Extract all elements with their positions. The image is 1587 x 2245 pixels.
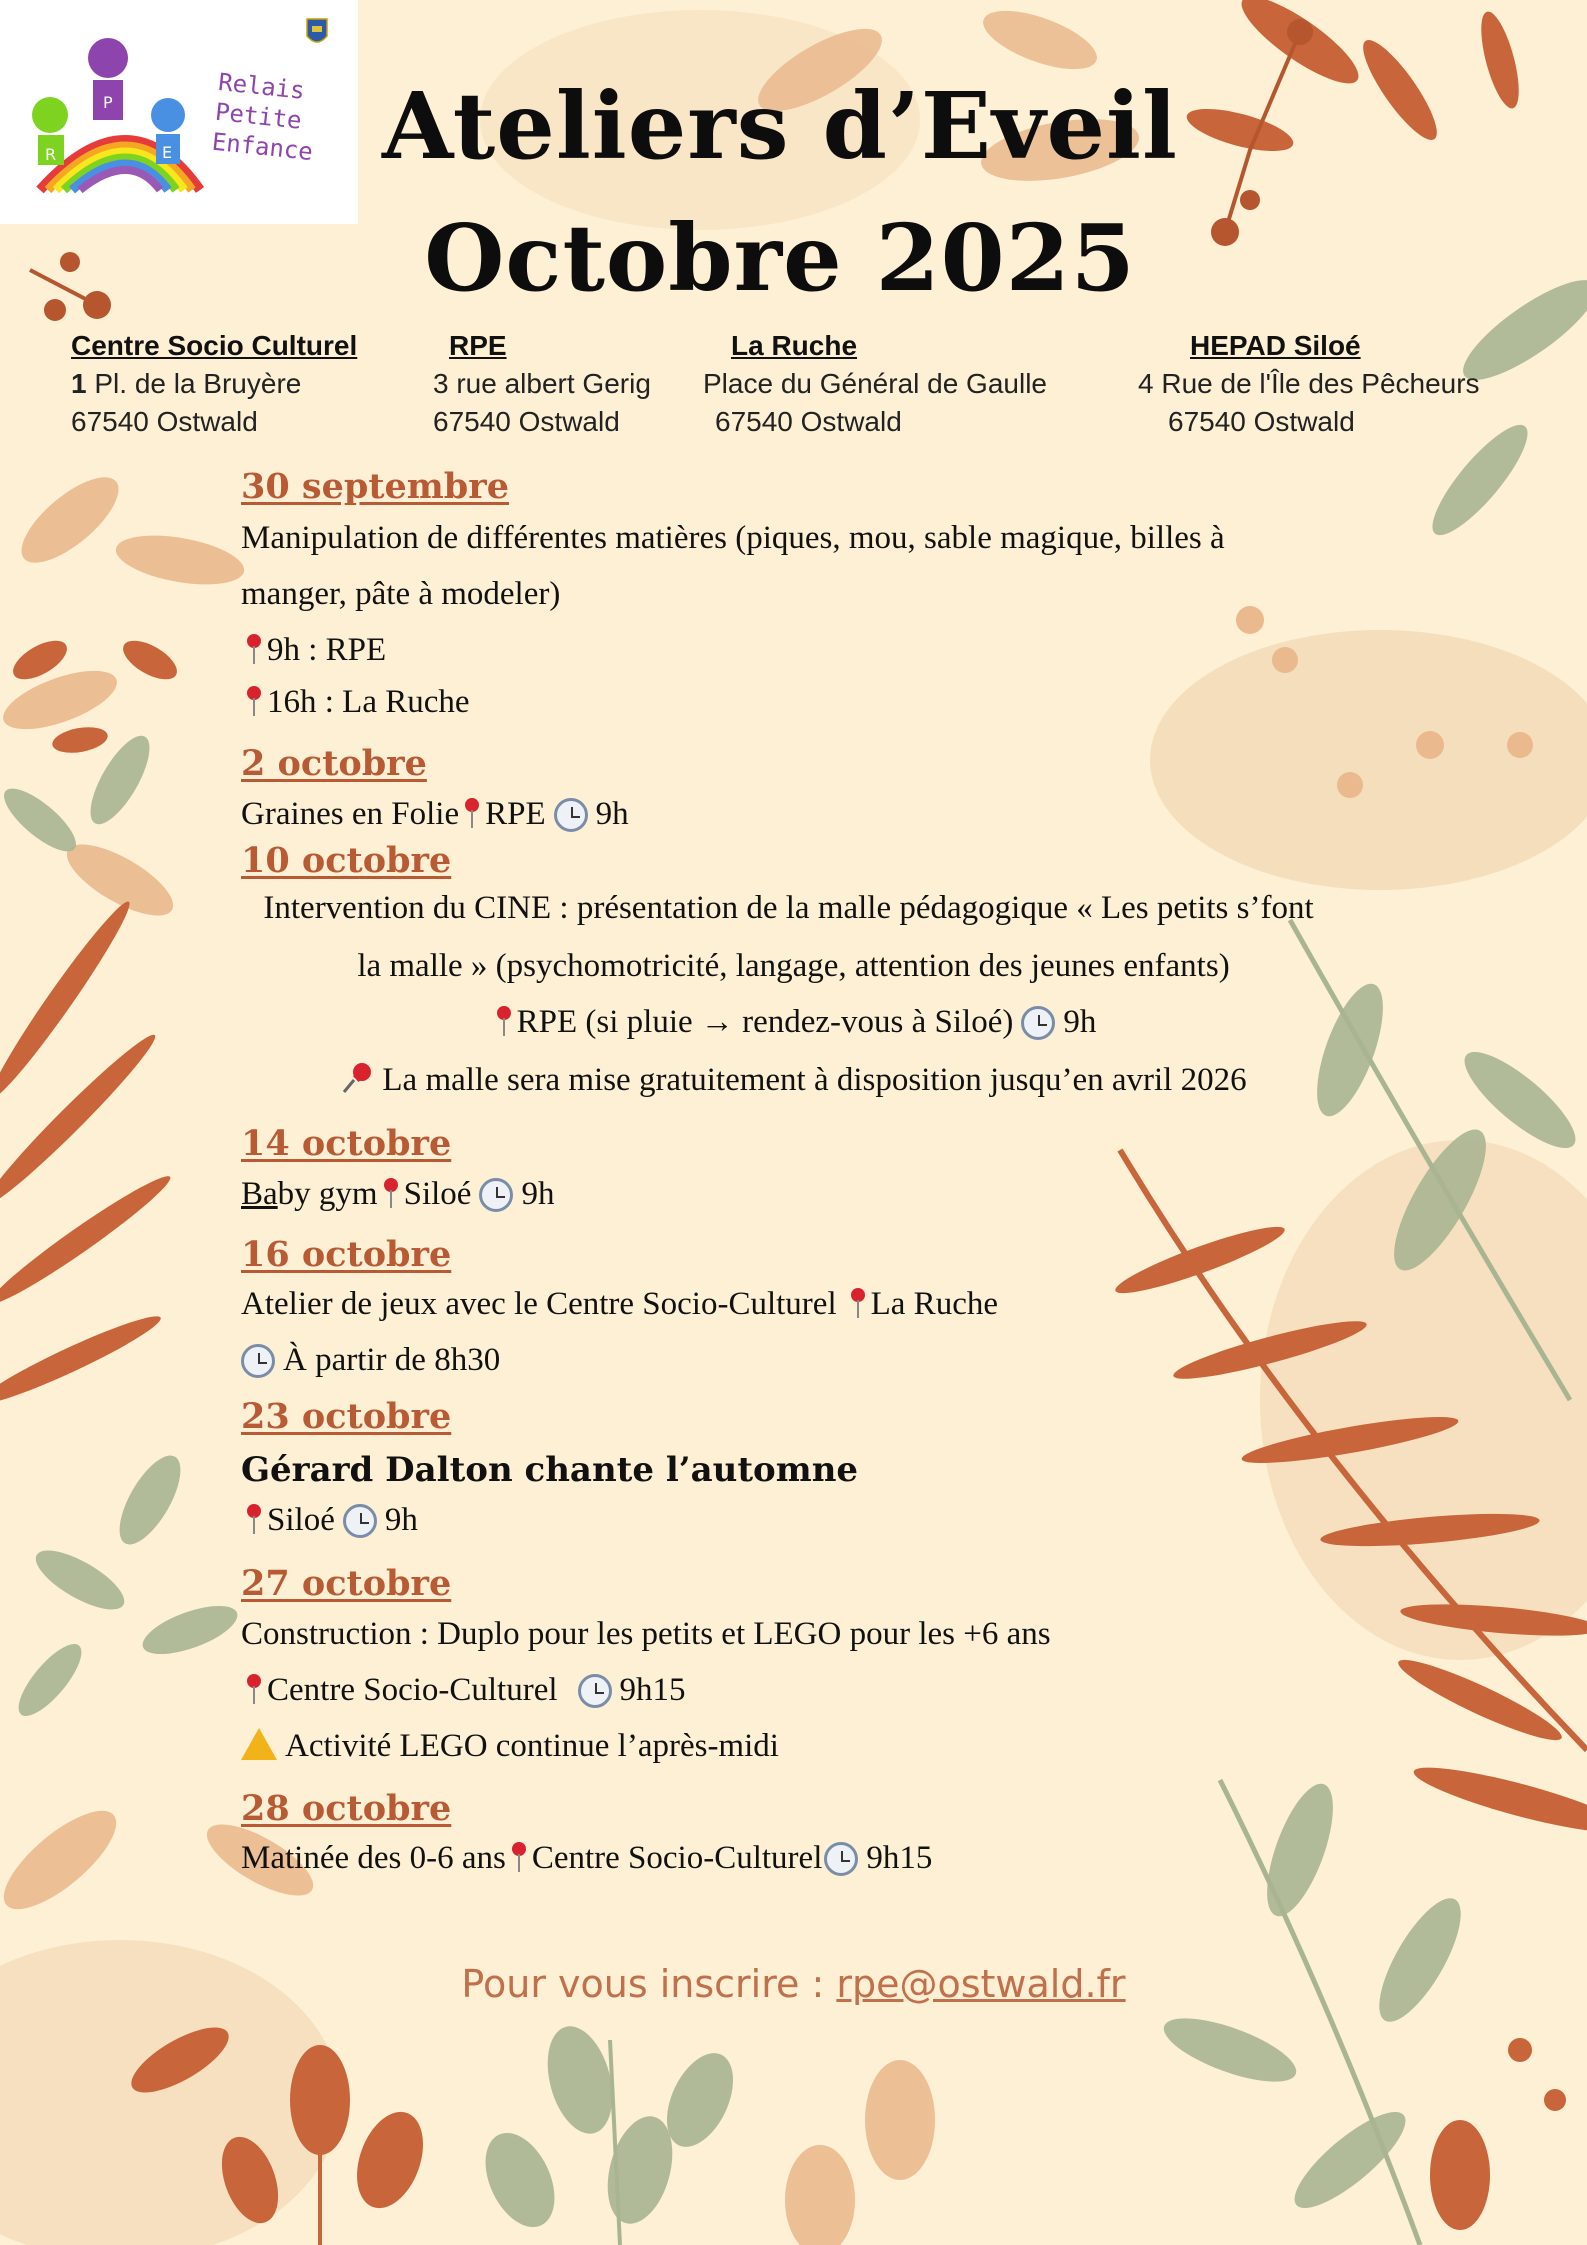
event-location-line	[241, 684, 470, 721]
event-place: RPE	[485, 796, 546, 832]
event-date: 30 septembre	[241, 466, 509, 507]
signup-label: Pour vous inscrire :	[461, 1962, 837, 2006]
event-description: Atelier de jeux avec le Centre Socio-Culturel	[241, 1286, 837, 1322]
clock-icon	[241, 1344, 275, 1378]
event-line	[241, 1672, 686, 1709]
address-city: 67540 Ostwald	[715, 406, 902, 437]
location-pin-icon	[851, 1288, 865, 1320]
event-name-underlined: Ba	[241, 1176, 278, 1212]
location-pin-icon	[497, 1006, 511, 1038]
event-time-line	[241, 1342, 500, 1379]
clock-icon	[554, 798, 588, 832]
address-name: RPE	[449, 330, 507, 361]
clock-icon	[343, 1504, 377, 1538]
address-name: Centre Socio Culturel	[71, 330, 358, 361]
location-pin-icon	[247, 686, 261, 718]
logo-letter-r: R	[45, 145, 57, 164]
event-description-cont: la malle » (psychomotricité, langage, attention des jeunes enfants)	[357, 948, 1230, 984]
event-note	[0, 1060, 1587, 1099]
address-centre-socio-culturel	[71, 330, 357, 438]
event-line	[241, 1176, 554, 1213]
address-name: HEPAD Siloé	[1190, 330, 1361, 361]
event-time: 9h15	[866, 1840, 933, 1876]
event-place: Centre Socio-Culturel	[267, 1672, 558, 1708]
logo-letter-e: E	[162, 143, 173, 162]
address-city: 67540 Ostwald	[433, 406, 620, 437]
address-name: La Ruche	[731, 330, 858, 361]
event-place: Siloé	[403, 1176, 472, 1212]
event-location-line	[241, 632, 386, 669]
event-name: Matinée des 0-6 ans	[241, 1840, 506, 1876]
event-date: 23 octobre	[241, 1396, 452, 1437]
address-rpe	[433, 330, 651, 438]
page-title-line1: Ateliers d’Eveil	[382, 72, 1178, 180]
logo-text-line1: Relais	[216, 67, 307, 105]
event-date: 28 octobre	[241, 1788, 452, 1829]
address-city: 67540 Ostwald	[71, 406, 258, 437]
location-pin-icon	[512, 1842, 526, 1874]
address-city: 67540 Ostwald	[1168, 406, 1355, 437]
address-street: Pl. de la Bruyère	[86, 368, 302, 399]
event-name: Graines en Folie	[241, 796, 460, 832]
event-description-cont: manger, pâte à modeler)	[241, 576, 561, 612]
address-street: Place du Général de Gaulle	[703, 368, 1047, 399]
event-place: RPE (si pluie → rendez-vous à Siloé)	[516, 1004, 1014, 1040]
event-line	[0, 1004, 1587, 1041]
event-date: 2 octobre	[241, 743, 427, 784]
event-line	[241, 1502, 418, 1539]
event-time: 9h15	[619, 1672, 686, 1708]
event-description-text: Intervention du CINE : présentation de la malle pédagogique « Les petits s’font	[263, 890, 1314, 926]
clock-icon	[479, 1178, 513, 1212]
signup-footer	[0, 1962, 1587, 2006]
page-title-line2: Octobre 2025	[424, 204, 1136, 312]
event-time: 9h	[595, 796, 629, 832]
address-line1	[71, 368, 357, 400]
event-place: La Ruche	[870, 1286, 998, 1322]
event-time: 9h	[521, 1176, 555, 1212]
event-time: 9h	[1063, 1004, 1097, 1040]
event-location: 16h : La Ruche	[267, 684, 470, 720]
event-place: Centre Socio-Culturel	[531, 1840, 823, 1876]
clock-icon	[578, 1674, 612, 1708]
event-date: 10 octobre	[241, 840, 452, 881]
event-date: 16 octobre	[241, 1234, 452, 1275]
logo-text-line2: Petite	[213, 97, 303, 135]
event-location: 9h : RPE	[267, 632, 387, 668]
event-date: 14 octobre	[241, 1123, 452, 1164]
event-description	[0, 890, 1587, 927]
logo-text	[211, 67, 321, 167]
address-hepad-siloe	[1138, 330, 1480, 438]
ostwald-crest-icon	[306, 18, 328, 48]
address-la-ruche	[703, 330, 1047, 438]
event-line	[241, 1286, 998, 1323]
address-street: 4 Rue de l'Île des Pêcheurs	[1138, 368, 1480, 399]
location-pin-icon	[384, 1178, 398, 1210]
warning-icon	[241, 1728, 277, 1760]
signup-email-link[interactable]: rpe@ostwald.fr	[836, 1962, 1126, 2006]
location-pin-icon	[247, 1504, 261, 1536]
event-note-text: La malle sera mise gratuitement à disposition jusqu’en avril 2026	[382, 1062, 1247, 1098]
event-description: Manipulation de différentes matières (piques, mou, sable magique, billes à	[241, 520, 1225, 556]
pushpin-icon	[340, 1060, 376, 1096]
event-place: Siloé	[267, 1502, 335, 1538]
event-line	[241, 1840, 932, 1877]
event-description: Construction : Duplo pour les petits et LEGO pour les +6 ans	[241, 1616, 1051, 1652]
clock-icon	[824, 1842, 858, 1876]
address-number: 1	[71, 368, 87, 399]
event-time: À partir de 8h30	[283, 1342, 501, 1378]
event-note-text: Activité LEGO continue l’après-midi	[285, 1728, 779, 1764]
relais-petite-enfance-logo	[0, 0, 358, 224]
event-name: by gym	[277, 1176, 378, 1212]
logo-letter-p: P	[103, 93, 113, 112]
location-pin-icon	[247, 634, 261, 666]
event-title: Gérard Dalton chante l’automne	[241, 1450, 859, 1490]
location-pin-icon	[247, 1674, 261, 1706]
event-date: 27 octobre	[241, 1563, 452, 1604]
event-note	[241, 1728, 779, 1765]
clock-icon	[1021, 1006, 1055, 1040]
event-line	[241, 796, 629, 833]
logo-text-line3: Enfance	[210, 127, 315, 167]
location-pin-icon	[465, 798, 479, 830]
event-time: 9h	[384, 1502, 418, 1538]
address-street: 3 rue albert Gerig	[433, 368, 651, 399]
